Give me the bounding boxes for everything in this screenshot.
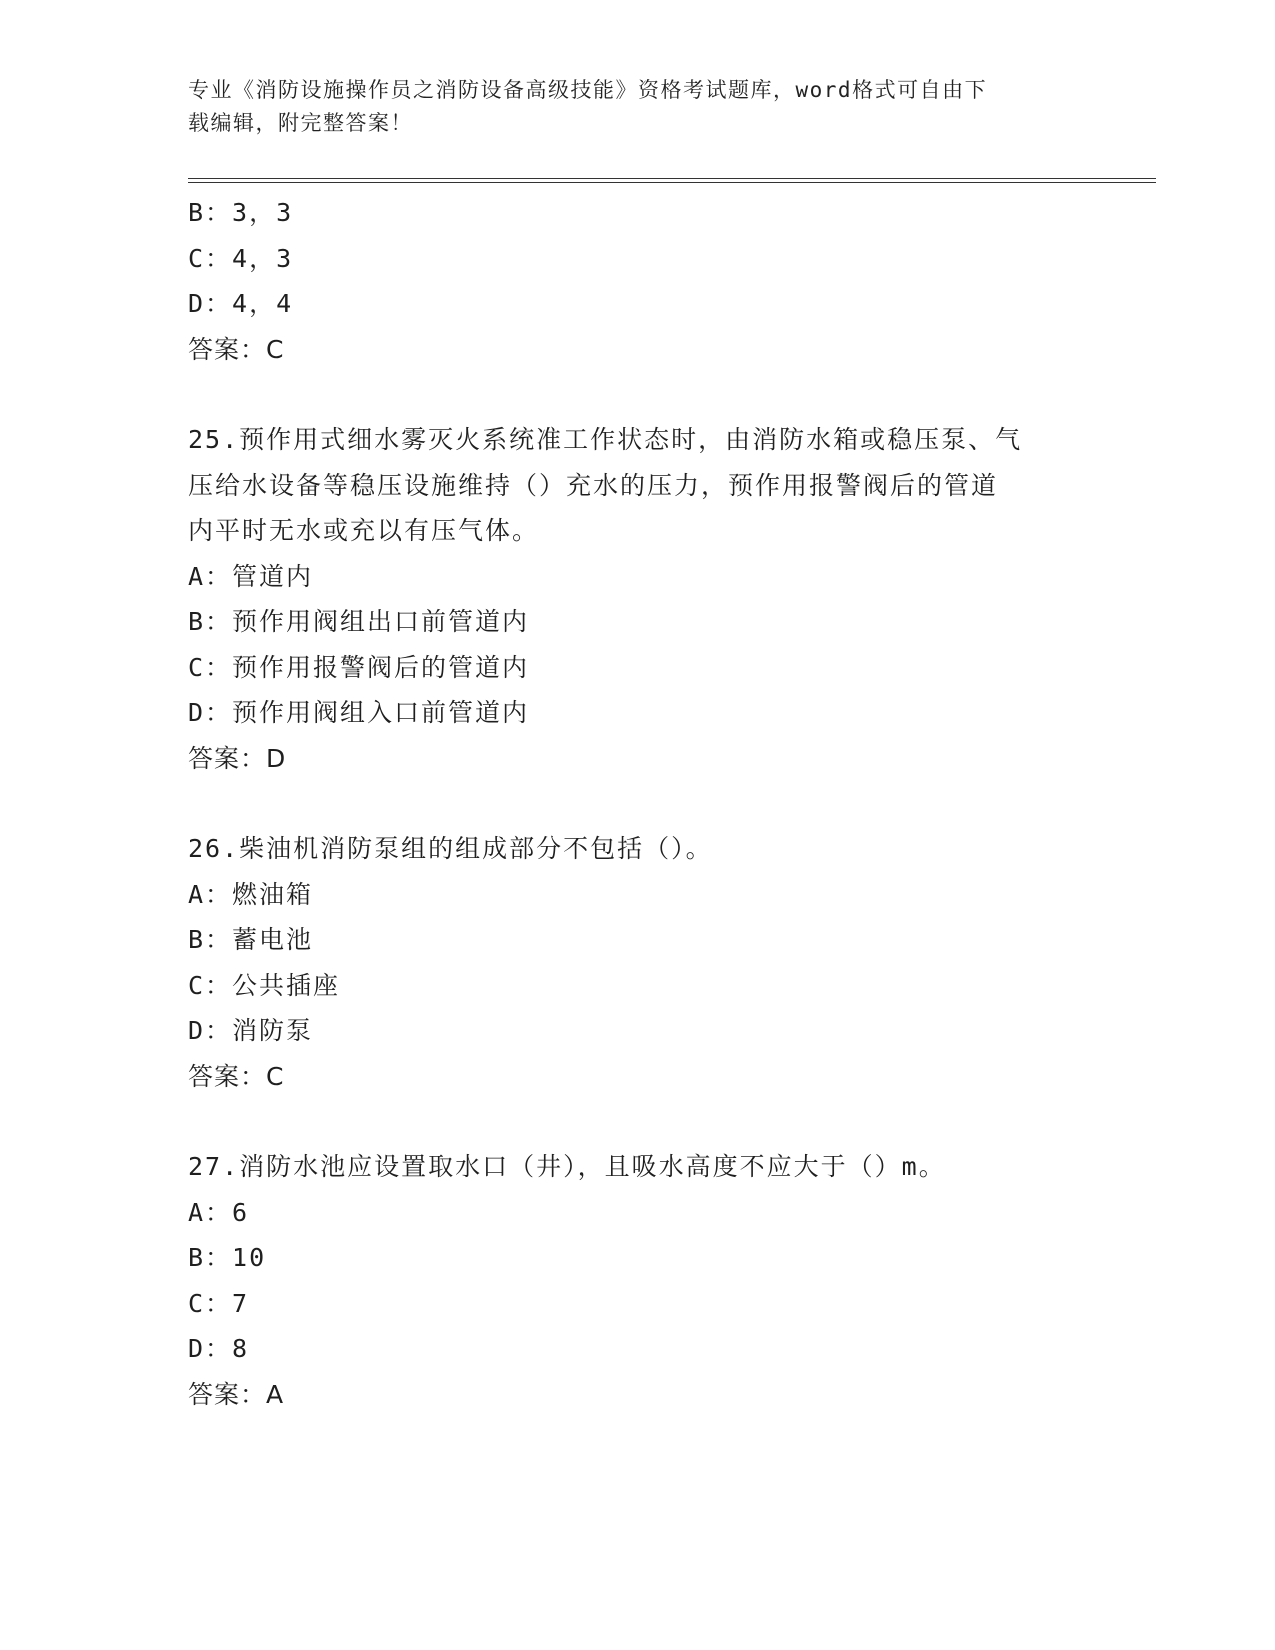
spacer [188,1099,1088,1144]
option-c: C：7 [188,1288,250,1318]
question-stem-line: 27.消防水池应设置取水口（井），且吸水高度不应大于（）m。 [188,1152,946,1181]
option-b: B：3，3 [188,198,294,227]
question-stem-line: 25.预作用式细水雾灭火系统准工作状态时，由消防水箱或稳压泵、气 [188,425,1023,454]
option-d: D：4，4 [188,289,294,318]
option-b: B：预作用阀组出口前管道内 [188,607,530,636]
option-c: C：4，3 [188,243,294,273]
spacer [188,781,1088,826]
answer-line: 答案：A [188,1379,285,1409]
question-25 [188,417,1088,781]
option-a: A：燃油箱 [188,879,314,909]
spacer [188,372,1088,417]
question-24-continued [188,190,1088,372]
answer-line: 答案：C [188,334,285,364]
option-a: A：6 [188,1197,250,1227]
header-line-2: 载编辑，附完整答案！ [188,111,413,135]
option-b: B：10 [188,1243,267,1272]
option-d: D：预作用阀组入口前管道内 [188,698,530,727]
option-c: C：公共插座 [188,970,341,1000]
option-b: B：蓄电池 [188,925,314,954]
question-27 [188,1144,1088,1417]
option-d: D：8 [188,1334,250,1363]
question-stem-line: 26.柴油机消防泵组的组成部分不包括（）。 [188,834,713,863]
question-list [188,190,1088,1417]
question-26 [188,826,1088,1099]
header-line-1: 专业《消防设施操作员之消防设备高级技能》资格考试题库，word格式可自由下 [188,78,988,102]
option-d: D：消防泵 [188,1016,314,1045]
question-stem-line: 压给水设备等稳压设施维持（）充水的压力，预作用报警阀后的管道 [188,470,999,500]
header-divider [188,178,1156,183]
answer-line: 答案：C [188,1061,285,1091]
option-c: C：预作用报警阀后的管道内 [188,652,530,682]
option-a: A：管道内 [188,561,314,591]
question-stem-line: 内平时无水或充以有压气体。 [188,516,540,545]
answer-line: 答案：D [188,743,287,773]
document-header [188,74,1088,140]
